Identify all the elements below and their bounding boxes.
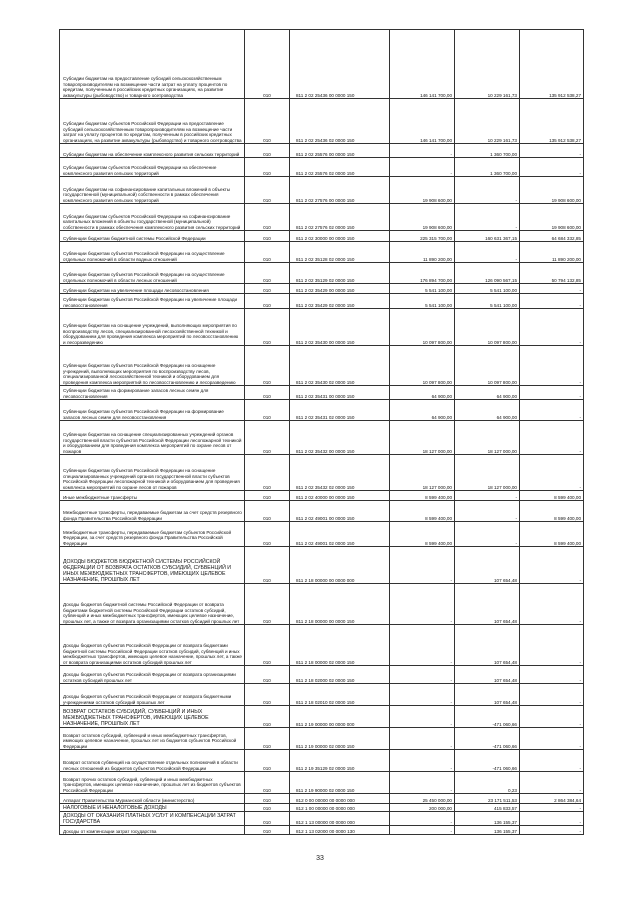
row-executed-cell: 107 654,48 <box>455 584 520 625</box>
row-kbk-cell: 811 2 02 25436 02 0000 150 <box>290 99 390 144</box>
row-name-cell: Субвенции бюджетам на увеличение площади лесовосстановления <box>60 284 245 294</box>
row-approved-cell: - <box>390 812 455 826</box>
row-executed-cell: 10 229 161,73 <box>455 99 520 144</box>
row-approved-cell: 225 315 700,00 <box>390 231 455 242</box>
row-name-cell: Субсидии бюджетам субъектов Российской Федерации на предоставление субсидий сельскохозяйственным товаропроизводителям на возмещение части затрат на уплату процентов по кредитам, полученным в российских кредитных организациях, на развитие аквакультуры (рыбоводство) и товарного осетроводства <box>60 99 245 144</box>
row-unexecuted-cell: 8 599 400,00 <box>520 491 584 501</box>
row-code-cell: 010 <box>245 772 290 794</box>
row-unexecuted-cell: - <box>520 455 584 491</box>
row-unexecuted-cell: - <box>520 400 584 421</box>
row-approved-cell: 19 908 600,00 <box>390 177 455 204</box>
table-row <box>60 177 584 204</box>
row-code-cell: 010 <box>245 231 290 242</box>
row-executed-cell: 107 654,48 <box>455 625 520 666</box>
table-row <box>60 421 584 455</box>
row-approved-cell: 5 541 100,00 <box>390 284 455 294</box>
row-approved-cell: 8 599 400,00 <box>390 522 455 547</box>
row-kbk-cell: 811 2 02 35128 02 0000 150 <box>290 242 390 263</box>
row-kbk-cell: 811 2 18 00000 02 0000 150 <box>290 625 390 666</box>
row-code-cell: 010 <box>245 346 290 386</box>
row-code-cell: 010 <box>245 804 290 812</box>
row-unexecuted-cell: - <box>520 684 584 706</box>
table-row <box>60 242 584 263</box>
table-row <box>60 625 584 666</box>
row-name-cell: Субсидии бюджетам субъектов Российской Федерации на софинансирование капитальных вложений в объекты государственной (муниципальной) собственности в рамках обеспечения комплексного развития сельских территорий <box>60 204 245 231</box>
table-row <box>60 547 584 584</box>
row-code-cell: 010 <box>245 706 290 728</box>
row-kbk-cell: 811 2 19 90000 02 0000 150 <box>290 772 390 794</box>
row-executed-cell: 10 097 800,00 <box>455 309 520 346</box>
row-approved-cell: - <box>390 144 455 158</box>
row-name-cell: ВОЗВРАТ ОСТАТКОВ СУБСИДИЙ, СУБВЕНЦИЙ И ИНЫХ МЕЖБЮДЖЕТНЫХ ТРАНСФЕРТОВ, ИМЕЮЩИХ ЦЕЛЕВОЕ НАЗНАЧЕНИЕ, ПРОШЛЫХ ЛЕТ <box>60 706 245 728</box>
row-kbk-cell: 811 2 18 02000 02 0000 150 <box>290 666 390 684</box>
table-row <box>60 501 584 522</box>
row-code-cell: 010 <box>245 625 290 666</box>
row-executed-cell: 5 541 100,00 <box>455 284 520 294</box>
table-row <box>60 144 584 158</box>
row-name-cell: Субвенции бюджетам субъектов Российской Федерации на формирование запасов лесных семян для лесовосстановления <box>60 400 245 421</box>
row-code-cell: 010 <box>245 728 290 750</box>
row-name-cell: Иные межбюджетные трансферты <box>60 491 245 501</box>
row-code-cell: 010 <box>245 421 290 455</box>
row-approved-cell: 10 097 800,00 <box>390 346 455 386</box>
row-name-cell: Доходы от компенсации затрат государства <box>60 826 245 835</box>
table-row <box>60 706 584 728</box>
row-code-cell: 010 <box>245 242 290 263</box>
table-row <box>60 684 584 706</box>
row-code-cell: 010 <box>245 400 290 421</box>
row-approved-cell: 8 599 400,00 <box>390 491 455 501</box>
row-unexecuted-cell: - <box>520 750 584 772</box>
row-executed-cell: 18 127 000,00 <box>455 455 520 491</box>
row-name-cell: Субвенции бюджетам субъектов Российской Федерации на осуществление отдельных полномочий в области водных отношений <box>60 242 245 263</box>
table-row <box>60 666 584 684</box>
row-executed-cell: 415 833,57 <box>455 804 520 812</box>
row-executed-cell: - <box>455 501 520 522</box>
row-executed-cell: 10 097 800,00 <box>455 346 520 386</box>
row-executed-cell: 0,23 <box>455 772 520 794</box>
table-row <box>60 158 584 177</box>
row-name-cell: Аппарат Правительства Мурманской области (министерство) <box>60 794 245 804</box>
row-code-cell: 010 <box>245 750 290 772</box>
row-kbk-cell: 811 2 02 49001 00 0000 150 <box>290 501 390 522</box>
row-unexecuted-cell: - <box>520 158 584 177</box>
row-unexecuted-cell: 135 912 538,27 <box>520 30 584 99</box>
row-executed-cell: 5 541 100,00 <box>455 294 520 309</box>
table-row <box>60 231 584 242</box>
row-name-cell: Субвенции бюджетам на формирование запасов лесных семян для лесовосстановления <box>60 386 245 400</box>
row-name-cell: НАЛОГОВЫЕ И НЕНАЛОГОВЫЕ ДОХОДЫ <box>60 804 245 812</box>
row-executed-cell: 107 654,48 <box>455 666 520 684</box>
row-unexecuted-cell: 19 908 600,00 <box>520 177 584 204</box>
row-unexecuted-cell: - <box>520 706 584 728</box>
row-executed-cell: 23 171 511,53 <box>455 794 520 804</box>
row-unexecuted-cell: 8 599 400,00 <box>520 501 584 522</box>
row-executed-cell: -471 060,66 <box>455 750 520 772</box>
row-approved-cell: - <box>390 728 455 750</box>
table-row <box>60 804 584 812</box>
table-row <box>60 99 584 144</box>
row-name-cell: Субсидии бюджетам на софинансирование капитальных вложений в объекты государственной (муниципальной) собственности в рамках обеспечения комплексного развития сельских территорий <box>60 177 245 204</box>
row-name-cell: Доходы бюджетов субъектов Российской Федерации от возврата бюджетными учреждениями остатков субсидий прошлых лет <box>60 684 245 706</box>
row-name-cell: Субвенции бюджетам субъектов Российской Федерации на оснащение специализированных учреждений органов государственной власти субъектов Российской Федерации лесопожарной техникой и оборудованием для проведения комплекса мероприятий по охране лесов от пожаров <box>60 455 245 491</box>
row-code-cell: 010 <box>245 584 290 625</box>
table-row <box>60 346 584 386</box>
row-name-cell: Субсидии бюджетам на обеспечение комплексного развития сельских территорий <box>60 144 245 158</box>
row-approved-cell: 5 541 100,00 <box>390 294 455 309</box>
table-row <box>60 294 584 309</box>
table-row <box>60 400 584 421</box>
row-kbk-cell: 811 2 02 35431 02 0000 150 <box>290 400 390 421</box>
row-name-cell: Доходы бюджетов субъектов Российской Федерации от возврата бюджетами бюджетной системы Российской Федерации остатков субсидий, субвенций и иных межбюджетных трансфертов, имеющих целевое назначение, прошлых лет, а также от возврата организациями остатков субсидий прошлых лет <box>60 625 245 666</box>
row-approved-cell: - <box>390 684 455 706</box>
row-name-cell: Возврат прочих остатков субсидий, субвенций и иных межбюджетных трансфертов, имеющих целевое назначение, прошлых лет из бюджетов субъектов Российской Федерации <box>60 772 245 794</box>
row-kbk-cell: 812 1 13 00000 00 0000 000 <box>290 812 390 826</box>
row-approved-cell: 146 141 700,00 <box>390 30 455 99</box>
table-row <box>60 728 584 750</box>
row-code-cell: 010 <box>245 294 290 309</box>
row-kbk-cell: 811 2 02 25576 00 0000 150 <box>290 144 390 158</box>
row-unexecuted-cell: - <box>520 421 584 455</box>
row-approved-cell: 64 900,00 <box>390 400 455 421</box>
row-unexecuted-cell: 64 684 332,85 <box>520 231 584 242</box>
row-unexecuted-cell: - <box>520 294 584 309</box>
row-name-cell: Доходы бюджетов бюджетной системы Российской Федерации от возврата бюджетами бюджетной системы Российской Федерации остатков субсидий, субвенций и иных межбюджетных трансфертов, имеющих целевое назначение, прошлых лет, а также от возврата организациями остатков субсидий прошлых лет <box>60 584 245 625</box>
row-unexecuted-cell: - <box>520 547 584 584</box>
row-name-cell: ДОХОДЫ ОТ ОКАЗАНИЯ ПЛАТНЫХ УСЛУГ И КОМПЕНСАЦИИ ЗАТРАТ ГОСУДАРСТВА <box>60 812 245 826</box>
row-code-cell: 010 <box>245 501 290 522</box>
row-kbk-cell: 811 2 02 35432 02 0000 150 <box>290 455 390 491</box>
row-code-cell: 010 <box>245 99 290 144</box>
row-executed-cell: 64 900,00 <box>455 400 520 421</box>
row-code-cell: 010 <box>245 547 290 584</box>
row-approved-cell: 8 599 400,00 <box>390 501 455 522</box>
row-unexecuted-cell: 2 864 384,64 <box>520 794 584 804</box>
row-code-cell: 010 <box>245 309 290 346</box>
row-executed-cell: - <box>455 242 520 263</box>
page-number: 33 <box>316 855 324 862</box>
row-kbk-cell: 811 2 02 35431 00 0000 150 <box>290 386 390 400</box>
row-code-cell: 010 <box>245 144 290 158</box>
row-kbk-cell: 811 2 02 35429 02 0000 150 <box>290 294 390 309</box>
table-row <box>60 204 584 231</box>
table-row <box>60 826 584 835</box>
row-approved-cell: - <box>390 625 455 666</box>
row-name-cell: Субвенции бюджетам бюджетной системы Российской Федерации <box>60 231 245 242</box>
row-code-cell: 010 <box>245 263 290 284</box>
row-executed-cell: 64 900,00 <box>455 386 520 400</box>
row-unexecuted-cell: 50 794 132,85 <box>520 263 584 284</box>
row-approved-cell: - <box>390 584 455 625</box>
row-kbk-cell: 811 2 19 35129 02 0000 150 <box>290 750 390 772</box>
row-approved-cell: 18 127 000,00 <box>390 421 455 455</box>
row-kbk-cell: 812 0 00 00000 00 0000 000 <box>290 794 390 804</box>
row-code-cell: 010 <box>245 812 290 826</box>
row-unexecuted-cell: 135 912 538,27 <box>520 99 584 144</box>
row-kbk-cell: 811 2 19 00000 00 0000 000 <box>290 706 390 728</box>
row-approved-cell: - <box>390 750 455 772</box>
row-name-cell: Межбюджетные трансферты, передаваемые бюджетам за счет средств резервного фонда Правительства Российской Федерации <box>60 501 245 522</box>
row-unexecuted-cell: - <box>520 309 584 346</box>
table-row <box>60 584 584 625</box>
row-approved-cell: - <box>390 706 455 728</box>
row-code-cell: 010 <box>245 522 290 547</box>
row-executed-cell: - <box>455 177 520 204</box>
row-unexecuted-cell: - <box>520 584 584 625</box>
row-kbk-cell: 811 2 02 49001 02 0000 150 <box>290 522 390 547</box>
row-kbk-cell: 811 2 02 35430 02 0000 150 <box>290 346 390 386</box>
row-name-cell: Субсидии бюджетам субъектов Российской Федерации на обеспечение комплексного развития сельских территорий <box>60 158 245 177</box>
row-code-cell: 010 <box>245 826 290 835</box>
row-kbk-cell: 811 2 02 35432 00 0000 150 <box>290 421 390 455</box>
row-code-cell: 010 <box>245 684 290 706</box>
row-executed-cell: - <box>455 204 520 231</box>
row-kbk-cell: 811 2 18 00000 00 0000 150 <box>290 584 390 625</box>
row-kbk-cell: 811 2 18 00000 00 0000 000 <box>290 547 390 584</box>
row-name-cell: Доходы бюджетов субъектов Российской Федерации от возврата организациями остатков субсидий прошлых лет <box>60 666 245 684</box>
table-row <box>60 284 584 294</box>
row-approved-cell: - <box>390 547 455 584</box>
row-kbk-cell: 811 2 02 25436 00 0000 150 <box>290 30 390 99</box>
row-approved-cell: 200 000,00 <box>390 804 455 812</box>
table-row <box>60 263 584 284</box>
row-approved-cell: - <box>390 826 455 835</box>
row-code-cell: 010 <box>245 177 290 204</box>
row-kbk-cell: 811 2 02 27576 00 0000 150 <box>290 177 390 204</box>
row-code-cell: 010 <box>245 794 290 804</box>
row-kbk-cell: 811 2 18 02010 02 0000 150 <box>290 684 390 706</box>
row-approved-cell: 25 450 000,00 <box>390 794 455 804</box>
table-row <box>60 491 584 501</box>
row-name-cell: Субвенции бюджетам на оснащение специализированных учреждений органов государственной власти субъектов Российской Федерации лесопожарной техникой и оборудованием для проведения комплекса мероприятий по охране лесов от пожаров <box>60 421 245 455</box>
row-kbk-cell: 811 2 02 30000 00 0000 150 <box>290 231 390 242</box>
row-approved-cell: 19 908 600,00 <box>390 204 455 231</box>
table-row <box>60 750 584 772</box>
table-row <box>60 522 584 547</box>
row-kbk-cell: 811 2 02 35430 00 0000 150 <box>290 309 390 346</box>
row-kbk-cell: 811 2 02 35429 00 0000 150 <box>290 284 390 294</box>
row-approved-cell: 64 900,00 <box>390 386 455 400</box>
row-code-cell: 010 <box>245 386 290 400</box>
row-executed-cell: 160 631 367,15 <box>455 231 520 242</box>
row-unexecuted-cell: - <box>520 728 584 750</box>
row-unexecuted-cell: - <box>520 386 584 400</box>
row-kbk-cell: 811 2 02 35129 02 0000 150 <box>290 263 390 284</box>
row-executed-cell: 126 090 567,15 <box>455 263 520 284</box>
row-name-cell: Субвенции бюджетам на оснащение учреждений, выполняющих мероприятия по воспроизводству лесов, специализированной лесохозяйственной техникой и оборудованием для проведения комплекса мероприятий по лесовосстановлению и лесоразведению <box>60 309 245 346</box>
row-executed-cell: 10 229 161,73 <box>455 30 520 99</box>
row-approved-cell: 11 890 200,00 <box>390 242 455 263</box>
row-name-cell: ДОХОДЫ БЮДЖЕТОВ БЮДЖЕТНОЙ СИСТЕМЫ РОССИЙСКОЙ ФЕДЕРАЦИИ ОТ ВОЗВРАТА ОСТАТКОВ СУБСИДИЙ, СУБВЕНЦИЙ И ИНЫХ МЕЖБЮДЖЕТНЫХ ТРАНСФЕРТОВ, ИМЕЮЩИХ ЦЕЛЕВОЕ НАЗНАЧЕНИЕ, ПРОШЛЫХ ЛЕТ <box>60 547 245 584</box>
row-name-cell: Субвенции бюджетам субъектов Российской Федерации на осуществление отдельных полномочий в области лесных отношений <box>60 263 245 284</box>
row-kbk-cell: 811 2 02 27576 02 0000 150 <box>290 204 390 231</box>
revenue-execution-table <box>59 29 584 835</box>
row-kbk-cell: 811 2 19 00000 02 0000 150 <box>290 728 390 750</box>
row-approved-cell: - <box>390 666 455 684</box>
row-executed-cell: - <box>455 491 520 501</box>
row-executed-cell: 107 654,48 <box>455 547 520 584</box>
row-kbk-cell: 812 1 00 00000 00 0000 000 <box>290 804 390 812</box>
row-unexecuted-cell: - <box>520 666 584 684</box>
row-approved-cell: 18 127 000,00 <box>390 455 455 491</box>
row-unexecuted-cell: - <box>520 284 584 294</box>
row-executed-cell: -471 060,66 <box>455 728 520 750</box>
row-name-cell: Возврат остатков субсидий, субвенций и иных межбюджетных трансфертов, имеющих целевое назначение, прошлых лет из бюджетов субъектов Российской Федерации <box>60 728 245 750</box>
row-code-cell: 010 <box>245 455 290 491</box>
row-executed-cell: 18 127 000,00 <box>455 421 520 455</box>
row-unexecuted-cell: - <box>520 804 584 812</box>
row-name-cell: Субвенции бюджетам субъектов Российской Федерации на оснащение учреждений, выполняющих мероприятия по воспроизводству лесов, специализированной лесохозяйственной техникой и оборудованием для проведения комплекса мероприятий по лесовосстановлению и лесоразведению <box>60 346 245 386</box>
table-row <box>60 812 584 826</box>
row-unexecuted-cell: - <box>520 625 584 666</box>
row-code-cell: 010 <box>245 158 290 177</box>
row-unexecuted-cell: - <box>520 826 584 835</box>
row-executed-cell: 1 360 700,00 <box>455 158 520 177</box>
row-name-cell: Субвенции бюджетам субъектов Российской Федерации на увеличение площади лесовосстановления <box>60 294 245 309</box>
row-unexecuted-cell: 8 599 400,00 <box>520 522 584 547</box>
row-unexecuted-cell: 19 908 600,00 <box>520 204 584 231</box>
row-kbk-cell: 811 2 02 40000 00 0000 150 <box>290 491 390 501</box>
table-row <box>60 30 584 99</box>
row-code-cell: 010 <box>245 666 290 684</box>
row-executed-cell: - <box>455 522 520 547</box>
table-row <box>60 794 584 804</box>
row-unexecuted-cell: - <box>520 144 584 158</box>
row-unexecuted-cell: - <box>520 812 584 826</box>
row-code-cell: 010 <box>245 30 290 99</box>
row-kbk-cell: 811 2 02 25576 02 0000 150 <box>290 158 390 177</box>
table-row <box>60 772 584 794</box>
row-executed-cell: 136 155,37 <box>455 826 520 835</box>
table-body <box>60 30 584 835</box>
row-name-cell: Возврат остатков субвенций на осуществление отдельных полномочий в области лесных отношений из бюджетов субъектов Российской Федерации <box>60 750 245 772</box>
row-approved-cell: - <box>390 158 455 177</box>
row-executed-cell: 136 155,37 <box>455 812 520 826</box>
row-code-cell: 010 <box>245 284 290 294</box>
row-approved-cell: 10 097 800,00 <box>390 309 455 346</box>
table-row <box>60 455 584 491</box>
row-unexecuted-cell: - <box>520 346 584 386</box>
row-name-cell: Субсидии бюджетам на предоставление субсидий сельскохозяйственным товаропроизводителям на возмещение части затрат на уплату процентов по кредитам, полученным в российских кредитных организациях, на развитие аквакультуры (рыбоводство) и товарного осетроводства <box>60 30 245 99</box>
row-approved-cell: - <box>390 772 455 794</box>
row-executed-cell: -471 060,66 <box>455 706 520 728</box>
row-code-cell: 010 <box>245 491 290 501</box>
row-approved-cell: 146 141 700,00 <box>390 99 455 144</box>
row-unexecuted-cell: - <box>520 772 584 794</box>
row-executed-cell: 1 360 700,00 <box>455 144 520 158</box>
table-row <box>60 309 584 346</box>
row-name-cell: Межбюджетные трансферты, передаваемые бюджетам субъектов Российской Федерации, за счет средств резервного фонда Правительства Российской Федерации <box>60 522 245 547</box>
row-kbk-cell: 812 1 13 02000 00 0000 130 <box>290 826 390 835</box>
row-unexecuted-cell: 11 890 200,00 <box>520 242 584 263</box>
row-approved-cell: 176 894 700,00 <box>390 263 455 284</box>
row-executed-cell: 107 654,48 <box>455 684 520 706</box>
row-code-cell: 010 <box>245 204 290 231</box>
table-row <box>60 386 584 400</box>
